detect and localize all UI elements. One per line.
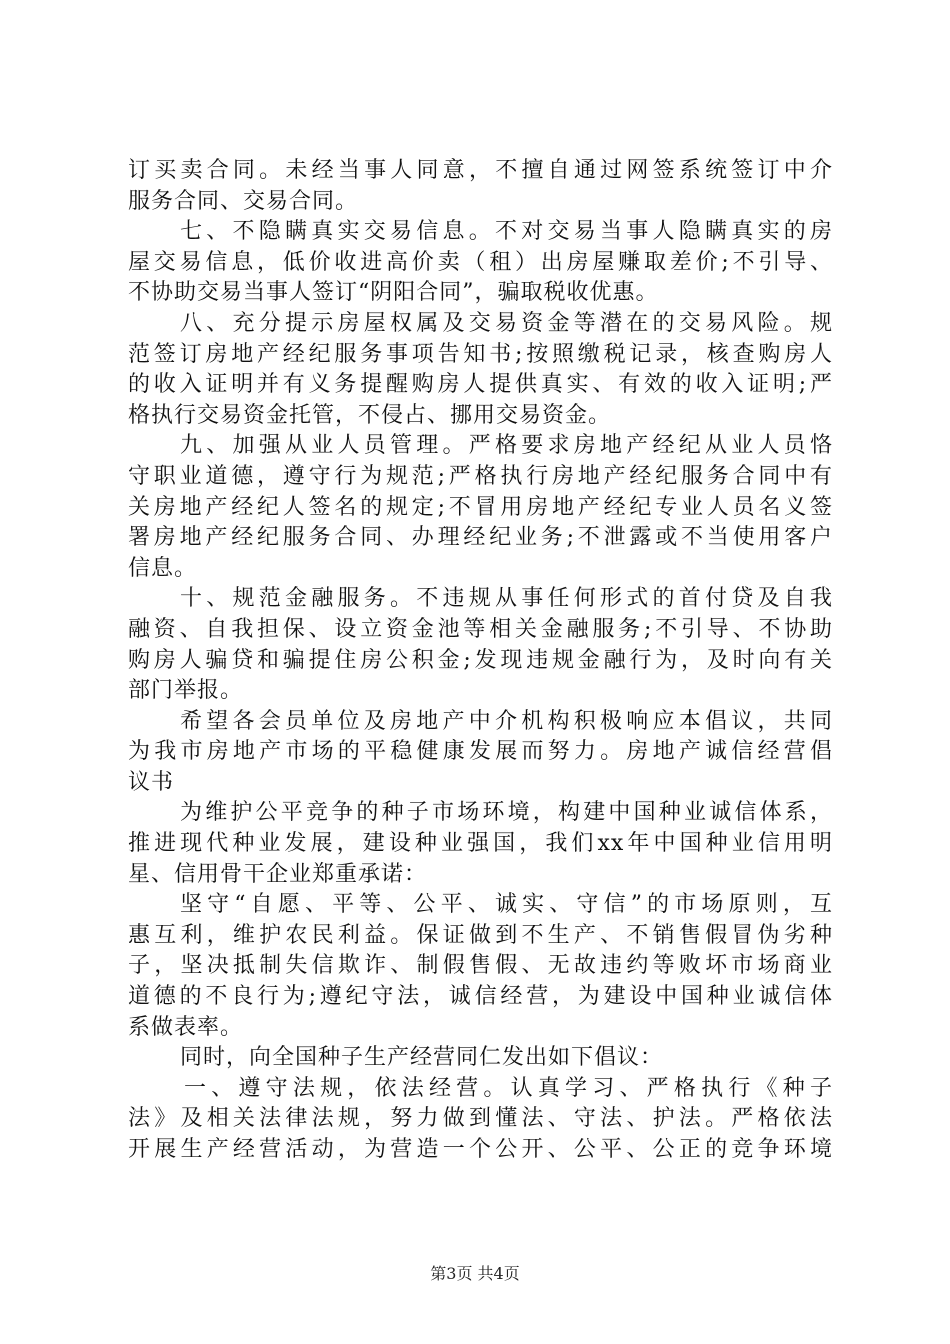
body-line: 格执行交易资金托管，不侵占、挪用交易资金。 (128, 402, 612, 428)
body-line: 推进现代种业发展，建设种业强国，我们xx年中国种业信用明 (128, 831, 833, 857)
body-line: 系做表率。 (128, 1014, 244, 1040)
body-line: 同时，向全国种子生产经营同仁发出如下倡议： (180, 1045, 664, 1071)
body-line: 九、加强从业人员管理。严格要求房地产经纪从业人员恪 (180, 433, 833, 459)
body-line: 开展生产经营活动，为营造一个公开、公平、公正的竞争环境 (128, 1137, 833, 1162)
body-line: 十、规范金融服务。不违规从事任何形式的首付贷及自我 (180, 586, 833, 612)
body-line: 不协助交易当事人签订“阴阳合同”，骗取税收优惠。 (128, 280, 659, 306)
body-line: 为维护公平竞争的种子市场环境，构建中国种业诚信体系， (180, 800, 833, 826)
page-number-footer: 第3页 共4页 (430, 1264, 520, 1283)
body-line: 屋交易信息，低价收进高价卖（租）出房屋赚取差价;不引导、 (128, 249, 833, 275)
body-line: 星、信用骨干企业郑重承诺： (128, 861, 428, 887)
body-line: 的收入证明并有义务提醒购房人提供真实、有效的收入证明;严 (128, 372, 833, 398)
body-line: 法》及相关法律法规，努力做到懂法、守法、护法。严格依法 (128, 1106, 833, 1132)
body-line: 七、不隐瞒真实交易信息。不对交易当事人隐瞒真实的房 (180, 219, 833, 245)
body-line: 坚守“自愿、平等、公平、诚实、守信”的市场原则，互 (180, 892, 833, 918)
body-line: 希望各会员单位及房地产中介机构积极响应本倡议，共同 (180, 708, 833, 734)
body-line: 八、充分提示房屋权属及交易资金等潜在的交易风险。规 (180, 310, 833, 336)
body-line: 署房地产经纪服务合同、办理经纪业务;不泄露或不当使用客户 (128, 525, 833, 551)
body-line: 服务合同、交易合同。 (128, 188, 359, 214)
body-line: 道德的不良行为;遵纪守法，诚信经营，为建设中国种业诚信体 (128, 984, 833, 1010)
body-line: 订买卖合同。未经当事人同意，不擅自通过网签系统签订中介 (128, 158, 833, 183)
body-line: 购房人骗贷和骗提住房公积金;发现违规金融行为，及时向有关 (128, 647, 833, 673)
body-line: 议书 (128, 769, 175, 795)
body-line: 一、遵守法规，依法经营。认真学习、严格执行《种子 (184, 1075, 833, 1101)
document-body (128, 156, 833, 1166)
body-line: 守职业道德，遵守行为规范;严格执行房地产经纪服务合同中有 (128, 463, 833, 489)
body-line: 部门举报。 (128, 678, 244, 704)
body-line: 关房地产经纪人签名的规定;不冒用房地产经纪专业人员名义签 (128, 494, 833, 520)
body-line: 为我市房地产市场的平稳健康发展而努力。房地产诚信经营倡 (128, 739, 833, 765)
body-line: 信息。 (128, 555, 198, 581)
body-line: 融资、自我担保、设立资金池等相关金融服务;不引导、不协助 (128, 616, 833, 642)
body-line: 范签订房地产经纪服务事项告知书;按照缴税记录，核查购房人 (128, 341, 833, 367)
body-line: 子，坚决抵制失信欺诈、制假售假、无故违约等败坏市场商业 (128, 953, 833, 979)
body-line: 惠互利，维护农民利益。保证做到不生产、不销售假冒伪劣种 (128, 922, 833, 948)
